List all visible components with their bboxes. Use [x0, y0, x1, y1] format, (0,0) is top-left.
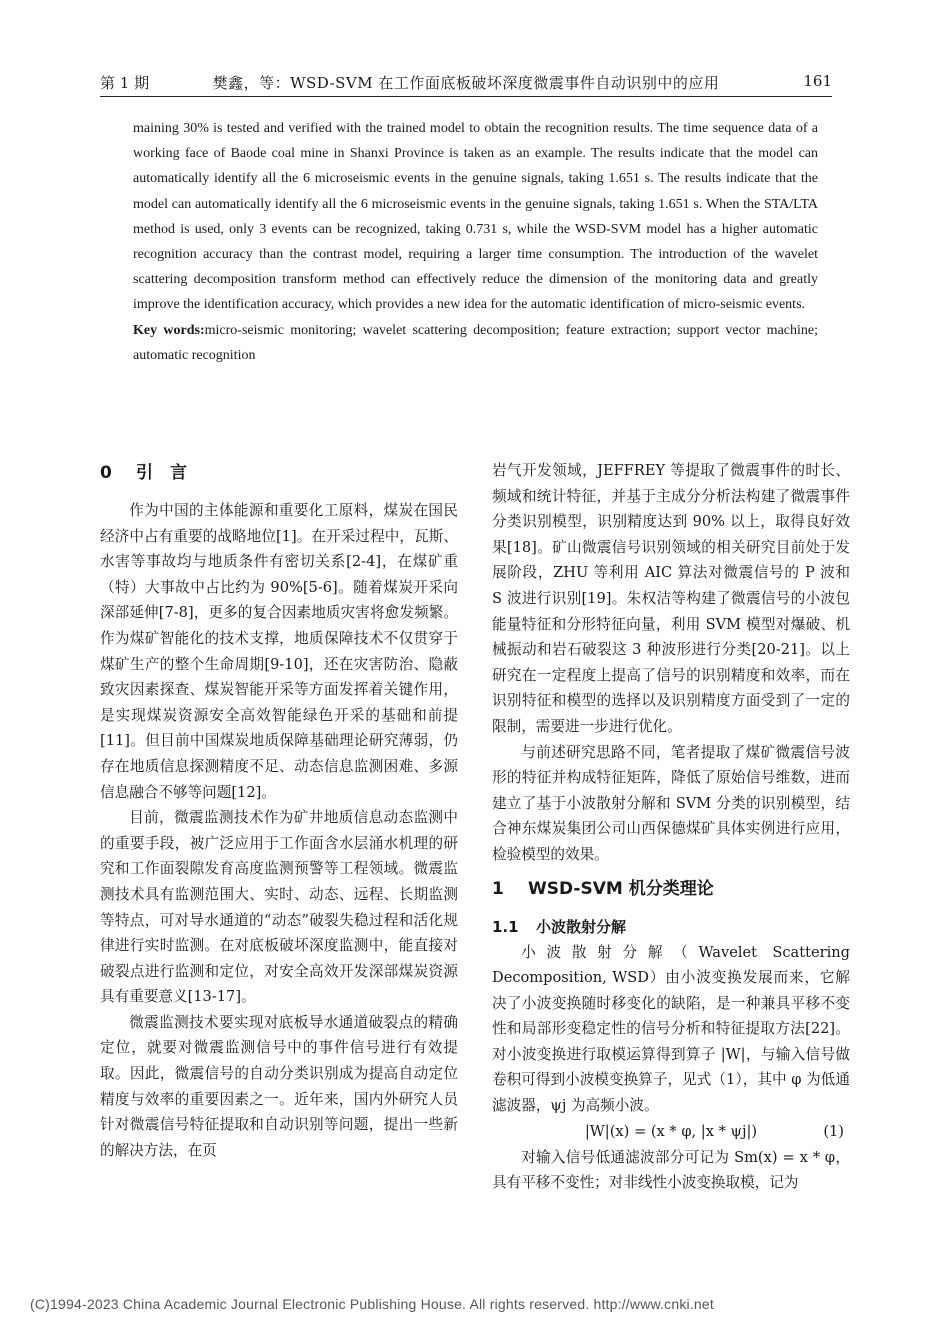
page-number: 161 [803, 72, 832, 90]
paragraph: 对输入信号低通滤波部分可记为 Sm(x) = x * φ，具有平移不变性；对非线性小波变换取模，记为 [492, 1148, 850, 1192]
equation [492, 1119, 850, 1145]
abstract [133, 116, 818, 368]
paragraph: 小波散射分解（Wavelet Scattering Decomposition, WSD）由小波变换发展而来，它解决了小波变换随时移变化的缺陷，是一种兼具平移不变性和局部形变稳定性的信号分析和特征提取方法[22]。对小波变换进行取模运算得到算子 |W|，与输入信号做卷积可得到小波模变换算子，见式（1），其中 φ 为低通滤波器，ψj 为高频小波。 [492, 943, 850, 1115]
paragraph: 微震监测技术要实现对底板导水通道破裂点的精确定位，就要对微震监测信号中的事件信号进行有效提取。因此，微震信号的自动分类识别成为提高自动定位精度与效率的重要因素之一。近年来，国内外研究人员针对微震信号特征提取和自动识别等问题，提出一些新的解决方法，在页 [100, 1013, 458, 1159]
keywords-line [133, 318, 818, 368]
copyright-footer: (C)1994-2023 China Academic Journal Electronic Publishing House. All rights reserved. http://www.cnki.net [30, 1296, 714, 1312]
running-title: 樊鑫，等：WSD-SVM 在工作面底板破坏深度微震事件自动识别中的应用 [212, 74, 720, 92]
running-header [100, 66, 832, 97]
paragraph-continued: 岩气开发领域，JEFFREY 等提取了微震事件的时长、频域和统计特征，并基于主成分分析法构建了微震事件分类识别模型，识别精度达到 90% 以上，取得良好效果[18]。矿山微震信号识别领域的相关研究目前处于发展阶段，ZHU 等利用 AIC 算法对微震信号的 P 波和 S 波进行识别[19]。朱权洁等构建了微震信号的小波包能量特征和分形特征向量，利用 SVM 模型对爆破、机械振动和岩石破裂这 3 种波形进行分类[20-21]。以上研究在一定程度上提高了信号的识别精度和效率，而在识别特征和模型的选择以及识别精度方面受到了一定的限制，需要进一步进行优化。 [492, 462, 850, 735]
issue-number: 第 1 期 [100, 74, 150, 92]
section-number: 0 [100, 463, 112, 483]
section-title: 引 言 [136, 463, 187, 483]
section-heading-theory [492, 874, 850, 904]
section-title: WSD-SVM 机分类理论 [528, 878, 714, 899]
paragraph: 与前述研究思路不同，笔者提取了煤矿微震信号波形的特征并构成特征矩阵，降低了原始信号维数，进而建立了基于小波散射分解和 SVM 分类的识别模型，结合神东煤炭集团公司山西保德煤矿具体实例进行应用，检验模型的效果。 [492, 743, 850, 863]
subsection-heading [492, 914, 850, 940]
equation-body: |W|(x) = (x * φ, |x * ψj|) [584, 1122, 758, 1140]
paragraph: 目前，微震监测技术作为矿井地质信息动态监测中的重要手段，被广泛应用于工作面含水层涌水机理的研究和工作面裂隙发育高度监测预警等工程领域。微震监测技术具有监测范围大、实时、动态、远程、长期监测等特点，可对导水通道的“动态”破裂失稳过程和活化规律进行实时监测。在对底板破坏深度监测中，能直接对破裂点进行监测和定位，对安全高效开发深部煤炭资源具有重要意义[13-17]。 [100, 809, 458, 1006]
abstract-text: maining 30% is tested and verified with the trained model to obtain the recognition results. The time sequence data of a working face of Baode coal mine in Shanxi Province is taken as an example. The results indicate that the model can automatically identify all the 6 microseismic events in the genuine signals, taking 1.651 s. The results indicate that the model can automatically identify all the 6 microseismic events in the genuine signals, taking 1.651 s. When the STA/LTA method is used, only 3 events can be recognized, taking 0.731 s, while the WSD-SVM model has a higher automatic recognition accuracy than the contrast model, requiring a larger time consumption. The introduction of the wavelet scattering decomposition transform method can effectively reduce the dimension of the monitoring data and greatly improve the identification accuracy, which provides a new idea for the automatic identification of micro-seismic events. [133, 121, 818, 313]
section-number: 1 [492, 878, 504, 899]
subsection-title: 小波散射分解 [536, 917, 627, 936]
keywords-label: Key words: [133, 322, 205, 338]
paragraph: 作为中国的主体能源和重要化工原料，煤炭在国民经济中占有重要的战略地位[1]。在开采过程中，瓦斯、水害等事故均与地质条件有密切关系[2-4]，在煤矿重（特）大事故中占比约为 90%[5-6]。随着煤炭开采向深部延伸[7-8]，更多的复合因素地质灾害将愈发频繁。作为煤矿智能化的技术支撑，地质保障技术不仅贯穿于煤矿生产的整个生命周期[9-10]，还在灾害防治、隐蔽致灾因素探查、煤炭智能开采等方面发挥着关键作用，是实现煤炭资源安全高效智能绿色开采的基础和前提[11]。但目前中国煤炭地质保障基础理论研究薄弱，仍存在地质信息探测精度不足、动态信息监测困难、多源信息融合不够等问题[12]。 [100, 502, 458, 801]
subsection-number: 1.1 [492, 917, 519, 936]
equation-number: (1) [823, 1122, 844, 1140]
left-column [100, 458, 458, 1163]
section-heading-introduction [100, 458, 458, 488]
right-column [492, 458, 850, 1196]
keywords-text: micro-seismic monitoring; wavelet scattering decomposition; feature extraction; support vector machine; automatic recognition [133, 322, 818, 363]
